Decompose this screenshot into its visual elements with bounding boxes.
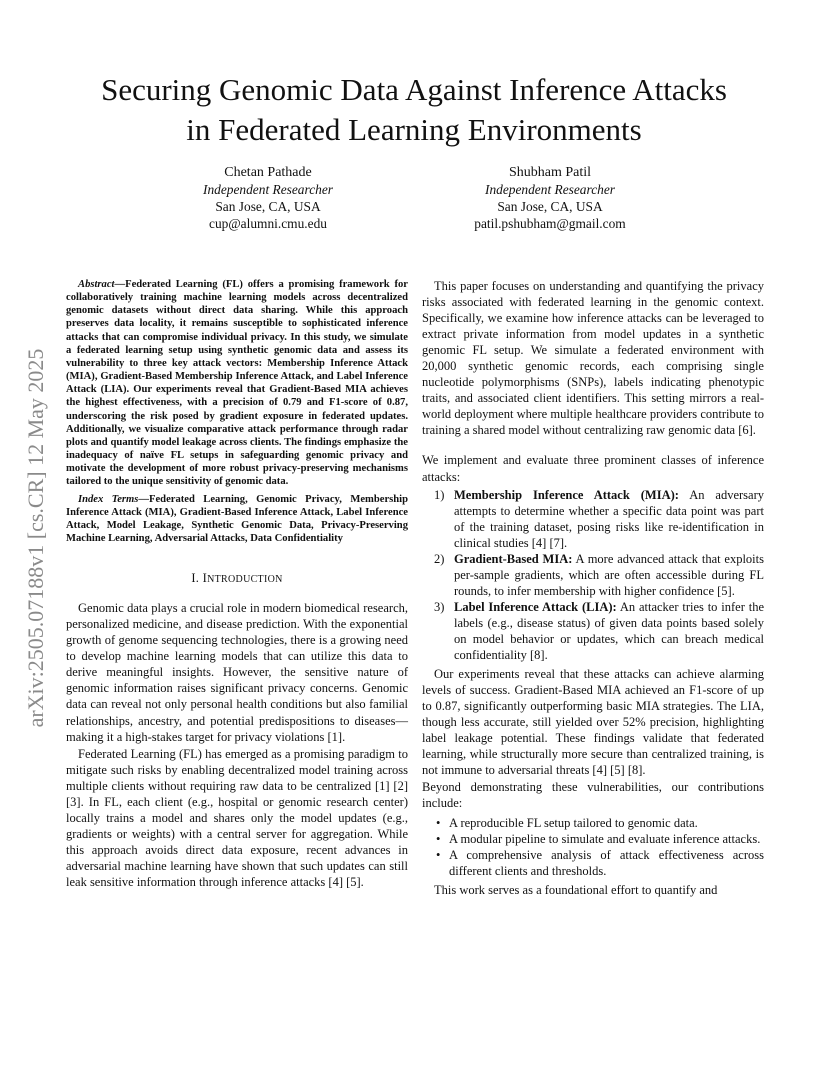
author-email[interactable]: cup@alumni.cmu.edu (209, 216, 327, 231)
paper-title (40, 70, 788, 150)
contribution-text: A comprehensive analysis of attack effectiveness across different clients and thresholds. (449, 847, 764, 878)
author-email[interactable]: patil.pshubham@gmail.com (474, 216, 626, 231)
list-item (422, 551, 764, 599)
contribution-text: A modular pipeline to simulate and evaluate inference attacks. (449, 831, 761, 846)
index-terms-text: —Federated Learning, Genomic Privacy, Membership Inference Attack (MIA), Gradient-Based Inference Attack, Label Inference Attack, Model Leakage, Synthetic Genomic Data, Privacy-Preserving Machine Learning, Adversarial Attacks, Data Confidentiality (66, 493, 408, 544)
right-column (422, 278, 764, 898)
list-item (422, 831, 764, 847)
right-paragraph-4: Beyond demonstrating these vulnerabilities, our contributions include: (422, 780, 764, 811)
author-block-2 (420, 164, 680, 232)
abstract-text: —Federated Learning (FL) offers a promising framework for collaboratively training machine learning models across decentralized genomic datasets without direct data sharing. While this approach preserves data locality, it remains susceptible to sophisticated inference attacks that can compromise individual privacy. In this study, we simulate a federated learning setup using synthetic genomic data and assess its vulnerability to three key attack vectors: Membership Inference Attack (MIA), Gradient-Based Membership Inference Attack, and Label Inference Attack (LIA). Our experiments reveal that Gradient-Based MIA achieves the highest effectiveness, with a precision of 0.79 and F1-score of 0.87, underscoring the risk posed by gradient exposure in federated updates. Additionally, we visualize comparative attack performance through radar plots and quantify model leakage across clients. The findings emphasize the inadequacy of naïve FL setups in safeguarding genomic privacy and motivate the development of more robust privacy-preserving mechanisms tailored to the unique sensitivity of genomic data. (66, 279, 408, 488)
abstract-lead: Abstract (78, 279, 115, 290)
author-location: San Jose, CA, USA (497, 199, 603, 214)
attack-description: An adversary attempts to determine whether a specific data point was part of the training dataset, posing risks like re-identification in clinical studies [4] [7]. (454, 487, 765, 550)
list-item (422, 815, 764, 831)
attack-list (422, 487, 764, 664)
right-paragraph-2: We implement and evaluate three prominent classes of inference attacks: (422, 453, 764, 484)
list-item (422, 487, 764, 551)
intro-paragraph-1: Genomic data plays a crucial role in modern biomedical research, personalized medicine, and disease prediction. With the exponential growth of genome sequencing technologies, there is a growing need to develop machine learning models that can utilize this data to derive meaningful insights. However, the sensitive nature of genomic information raises significant privacy concerns. Genomic data can reveal not only personal health conditions but also familial relationships, ancestry, and potential predispositions to diseases—making it a high-stakes target for privacy violations [1]. (66, 601, 408, 744)
attack-description: An attacker tries to infer the labels (e.g., disease status) of given data points based solely on model behavior or updates, which can breach medical confidentiality [8]. (454, 599, 764, 663)
author-block-1 (138, 164, 398, 232)
section-initial: I (202, 571, 208, 586)
attack-description: A more advanced attack that exploits per-sample gradients, which are often accessible during FL rounds, to infer membership with higher confidence [5]. (454, 551, 764, 598)
list-number: 1) (434, 487, 445, 502)
author-affiliation: Independent Researcher (202, 182, 333, 197)
attack-name: Label Inference Attack (LIA): (454, 599, 617, 614)
author-location: San Jose, CA, USA (215, 199, 321, 214)
section-heading-introduction (66, 570, 408, 588)
section-title-rest: NTRODUCTION (207, 574, 283, 586)
contribution-text: A reproducible FL setup tailored to genomic data. (449, 815, 698, 830)
list-item (422, 847, 764, 879)
right-paragraph-3: Our experiments reveal that these attacks can achieve alarming levels of success. Gradient-Based MIA achieved an F1-score of up to 0.87, significantly outperforming basic MIA strategies. The LIA, though less accurate, still yielded over 52% precision, highlighting label leakage potential. These findings validate that federated learning, while structurally more secure than centralized training, is not immune to adversarial threats [4] [5] [8]. (422, 667, 764, 778)
contribution-list (422, 815, 764, 879)
right-paragraph-1: This paper focuses on understanding and quantifying the privacy risks associated with federated learning in the genomic context. Specifically, we examine how inference attacks can be leveraged to extract private information from model updates in a synthetic genomic FL setup. We simulate a federated environment with 20,000 synthetic genomic records, each comprising single nucleotide polymorphisms (SNPs), labels indicating phenotypic traits, and associated client identifiers. This setting mirrors a real-world deployment where multiple healthcare providers contribute to training a shared model without centralizing raw genomic data [6]. (422, 279, 764, 438)
list-item (422, 599, 764, 663)
intro-paragraph-2: Federated Learning (FL) has emerged as a promising paradigm to mitigate such risks by enabling decentralized model training across multiple clients without requiring raw data to be centralized [1] [2] [3]. In FL, each client (e.g., hospital or genomic research center) locally trains a model and shares only the model updates (e.g., gradients or weights) with a central server for aggregation. While this approach avoids direct data exposure, recent advances in adversarial machine learning have shown that such updates can still leak sensitive information through inference attacks [4] [5]. (66, 746, 408, 889)
index-terms-lead: Index Terms (78, 493, 139, 505)
bullet-icon: • (436, 847, 441, 862)
arxiv-sidebar (20, 298, 52, 778)
right-paragraph-5: This work serves as a foundational effort to quantify and (434, 882, 718, 897)
bullet-icon: • (436, 831, 441, 846)
author-name: Shubham Patil (508, 165, 592, 180)
section-numeral: I. (191, 571, 203, 586)
abstract (66, 278, 408, 489)
author-name: Chetan Pathade (224, 165, 312, 180)
title-line-1: Securing Genomic Data Against Inference Attacks (101, 72, 727, 107)
list-number: 2) (434, 551, 445, 566)
bullet-icon: • (436, 815, 441, 830)
author-affiliation: Independent Researcher (484, 182, 615, 197)
arxiv-stamp: arXiv:2505.07188v1 [cs.CR] 12 May 2025 (23, 348, 48, 728)
attack-name: Membership Inference Attack (MIA): (454, 487, 679, 502)
left-column (66, 278, 408, 890)
title-line-2: in Federated Learning Environments (186, 112, 642, 147)
index-terms (66, 493, 408, 546)
list-number: 3) (434, 599, 445, 614)
attack-name: Gradient-Based MIA: (454, 551, 573, 566)
